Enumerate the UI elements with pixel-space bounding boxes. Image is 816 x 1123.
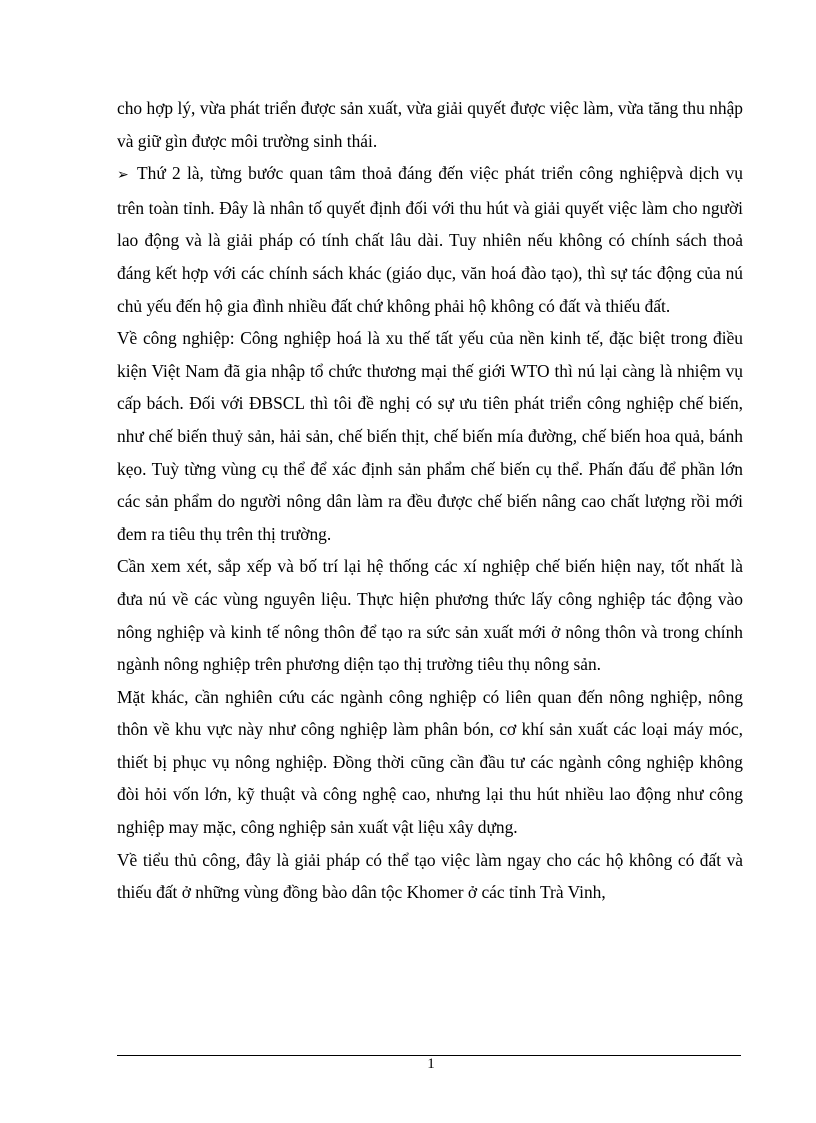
paragraph-3: Về công nghiệp: Công nghiệp hoá là xu thế tất yếu của nền kinh tế, đặc biệt trong điều kiện Việt Nam đã gia nhập tổ chức thương mại thế giới WTO thì nú lại càng là nhiệm vụ cấp bách. Đối với ĐBSCL thì tôi đề nghị có sự ưu tiên phát triển công nghiệp chế biến, như chế biến thuỷ sản, hải sản, chế biến thịt, chế biến mía đường, chế biến hoa quả, bánh kẹo. Tuỳ từng vùng cụ thể để xác định sản phẩm chế biến cụ thể. Phấn đấu để phần lớn các sản phẩm do người nông dân làm ra đều được chế biến nâng cao chất lượng rồi mới đem ra tiêu thụ trên thị trường. <box>117 328 743 544</box>
paragraph-2: ➢ Thứ 2 là, từng bước quan tâm thoả đáng đến việc phát triển công nghiệpvà dịch vụ trên toàn tỉnh. Đây là nhân tố quyết định đối với thu hút và giải quyết việc làm cho người lao động và là giải pháp có tính chất lâu dài. Tuy nhiên nếu không có chính sách thoả đáng kết hợp với các chính sách khác (giáo dục, văn hoá đào tạo), thì sự tác động của nú chủ yếu đến hộ gia đình nhiều đất chứ không phải hộ không có đất và thiếu đất. <box>117 157 743 322</box>
paragraph-1: cho hợp lý, vừa phát triển được sản xuất, vừa giải quyết được việc làm, vừa tăng thu nhập và giữ gìn được môi trường sinh thái. <box>117 98 743 151</box>
paragraph-5: Mặt khác, cần nghiên cứu các ngành công nghiệp có liên quan đến nông nghiệp, nông thôn về khu vực này như công nghiệp làm phân bón, cơ khí sản xuất các loại máy móc, thiết bị phục vụ nông nghiệp. Đồng thời cũng cần đầu tư các ngành công nghiệp không đòi hỏi vốn lớn, kỹ thuật và công nghệ cao, nhưng lại thu hút nhiều lao động như công nghiệp may mặc, công nghiệp sản xuất vật liệu xây dựng. <box>117 686 743 838</box>
body-text <box>117 92 743 909</box>
paragraph-4: Cần xem xét, sắp xếp và bố trí lại hệ thống các xí nghiệp chế biến hiện nay, tốt nhất là đưa nú về các vùng nguyên liệu. Thực hiện phương thức lấy công nghiệp tác động vào nông nghiệp và kinh tế nông thôn để tạo ra sức sản xuất mới ở nông thôn và trong chính ngành nông nghiệp trên phương diện tạo thị trường tiêu thụ nông sản. <box>117 556 743 675</box>
arrow-bullet-icon: ➢ <box>117 167 129 184</box>
page-number: 1 <box>427 1056 435 1072</box>
paragraph-6: Về tiểu thủ công, đây là giải pháp có thể tạo việc làm ngay cho các hộ không có đất và thiếu đất ở những vùng đồng bào dân tộc Khomer ở các tỉnh Trà Vinh, <box>117 849 743 903</box>
